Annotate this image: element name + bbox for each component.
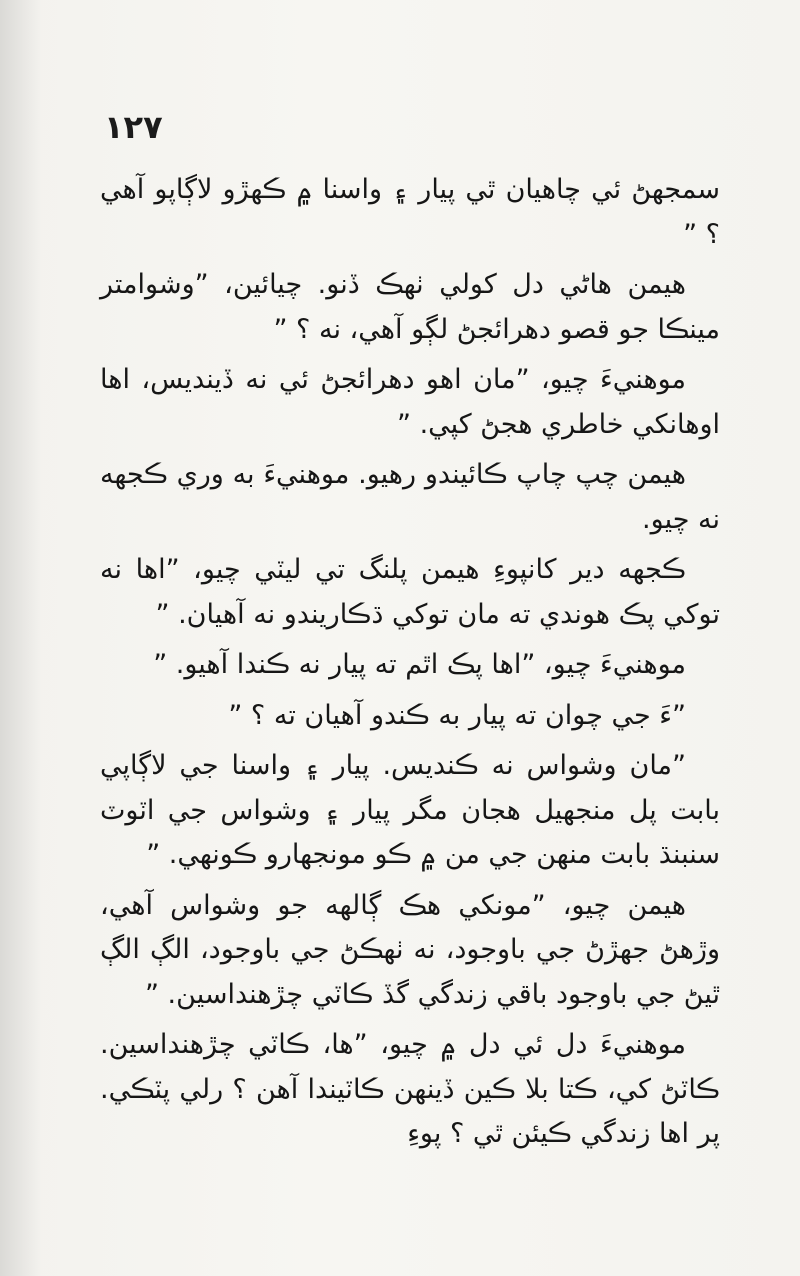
page-body-text (100, 168, 720, 1163)
paragraph: هيمن چيو، ”مونکي هڪ ڳالهه جو وشواس آهي، وڙهڻ جهڙڻ جي باوجود، نه ٺهڪڻ جي باوجود، الڳ الڳ ٿيڻ جي باوجود باقي زندگي گڏ ڪاٽي چڙهنداسين. ” (100, 889, 720, 1010)
paragraph: ”مان وشواس نه ڪنديس. پيار ۽ واسنا جي لاڳاپي بابت پل منجهيل هجان مگر پيار ۽ وشواس جي اٽوٽ سنبنڌ بابت منهن جي من ۾ ڪو مونجهارو ڪونهي. ” (100, 750, 720, 870)
paragraph: موهنيءَ چيو، ”مان اهو دهرائجڻ ئي نه ڏينديس، اها اوهانکي خاطري هجڻ کپي. ” (100, 364, 720, 440)
paragraph: موهنيءَ دل ئي دل ۾ چيو، ”ها، ڪاٽي چڙهنداسين. ڪاٽڻ کي، ڪتا بلا ڪين ڏينهن ڪاٽيندا آهن ؟ رلي پٽڪي. پر اها زندگي ڪيئن ٿي ؟ پوءِ (100, 1029, 720, 1149)
paragraph: هيمن چپ چاپ ڪائيندو رهيو. موهنيءَ به وري ڪجهه نه چيو. (100, 459, 720, 535)
page-edge-shadow (0, 0, 42, 1276)
page-number: ١٢٧ (104, 108, 163, 146)
paragraph: ڪجهه دير کانپوءِ هيمن پلنگ تي ليٽي چيو، ”اها نه توکي پڪ هوندي ته مان توکي ڌڪاريندو نه آهيان. ” (100, 554, 720, 630)
paragraph: هيمن هاڻي دل کولي ٺهڪ ڏنو. چيائين، ”وشوامتر مينڪا جو قصو دهرائجڻ لڳو آهي، نه ؟ ” (100, 269, 720, 345)
paragraph: سمجهڻ ئي چاهيان ٿي پيار ۽ واسنا ۾ ڪهڙو لاڳاپو آهي ؟ ” (100, 174, 720, 250)
paragraph: ”ءَ جي چوان ته پيار به ڪندو آهيان ته ؟ ” (228, 699, 686, 731)
paragraph: موهنيءَ چيو، ”اها پڪ اٿم ته پيار نه ڪندا آهيو. ” (153, 649, 686, 680)
